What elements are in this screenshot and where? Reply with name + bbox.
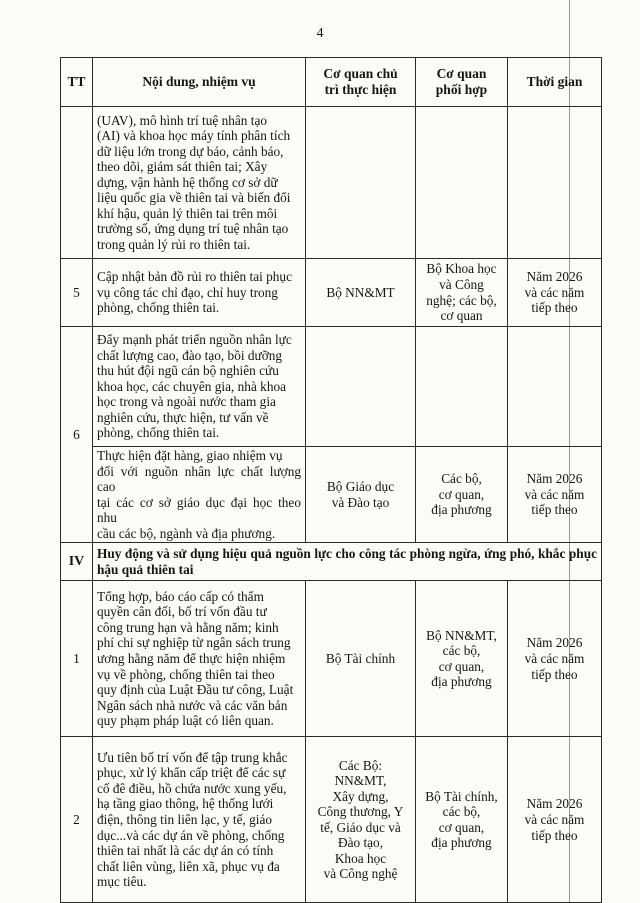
time-line: Năm 2026 — [526, 471, 583, 487]
time-line: Năm 2026 — [526, 635, 583, 651]
task-content — [93, 581, 306, 737]
header-coordinating-agency — [416, 58, 508, 107]
table-row — [61, 327, 602, 447]
lead-line: Bộ NN&MT — [326, 284, 395, 300]
coordinate-line: cơ quan, — [438, 658, 485, 674]
coordinate-line: địa phương — [431, 502, 492, 518]
content-line: quy phạm pháp luật có liên quan. — [97, 713, 274, 729]
lead-agency — [306, 737, 416, 903]
time-line: và các năm — [524, 486, 585, 502]
content-line: Ưu tiên bố trí vốn để tập trung khắc — [97, 749, 288, 765]
coordinate-line: địa phương — [431, 674, 492, 690]
header-content: Nội dung, nhiệm vụ — [93, 58, 306, 107]
content-line: phục, xử lý khẩn cấp triệt để các sự — [97, 765, 286, 781]
coordinate-line: các bộ, — [442, 804, 481, 820]
lead-line: và Đào tạo — [331, 494, 390, 510]
time-frame — [508, 447, 602, 543]
content-line: vụ về phòng, chống thiên tai theo — [97, 666, 275, 682]
lead-agency — [306, 447, 416, 543]
coordinate-line: cơ quan — [440, 308, 483, 324]
time-line: tiếp theo — [531, 300, 578, 316]
coordinate-line: cơ quan, — [438, 486, 485, 502]
table-row — [61, 447, 602, 543]
coordinate-line: và Công — [439, 276, 484, 292]
content-line: phòng, chống thiên tai. — [97, 425, 220, 441]
content-line: dữ liệu lớn trong dự báo, cảnh báo, — [97, 143, 284, 159]
section-number: IV — [61, 543, 93, 581]
content-line: cầu các bộ, ngành và địa phương. — [97, 525, 276, 541]
content-line: theo dõi, giám sát thiên tai; Xây — [97, 159, 268, 175]
header-lead-line: trì thực hiện — [324, 82, 397, 97]
table-row — [61, 737, 602, 903]
lead-agency — [306, 259, 416, 327]
table-row — [61, 107, 602, 259]
content-line: Thực hiện đặt hàng, giao nhiệm vụ — [97, 448, 283, 463]
lead-line: Bộ Giáo dục — [326, 479, 395, 495]
task-content — [93, 447, 306, 543]
time-line: Năm 2026 — [526, 269, 583, 285]
row-number — [61, 107, 93, 259]
task-content — [93, 107, 306, 259]
lead-agency — [306, 581, 416, 737]
content-line: dựng, vận hành hệ thống cơ sở dữ — [97, 174, 278, 190]
coordinate-line: Bộ NN&MT, — [426, 627, 497, 643]
time-line: và các năm — [524, 812, 585, 827]
coordinating-agency — [416, 581, 508, 737]
coordinate-line: Các bộ, — [441, 471, 482, 487]
time-line: tiếp theo — [531, 827, 578, 843]
lead-line: Các Bộ: — [338, 757, 383, 773]
lead-line: và Công nghệ — [323, 866, 398, 882]
coordinating-agency — [416, 107, 508, 259]
content-line: dục...và các dự án về phòng, chống — [97, 827, 285, 843]
row-number: 6 — [61, 327, 93, 543]
content-line: Tổng hợp, báo cáo cấp có thẩm — [97, 588, 264, 604]
page-number: 4 — [316, 26, 324, 41]
content-line: mục tiêu. — [97, 874, 147, 890]
content-line: trường số, ứng dụng trí tuệ nhân tạo — [97, 221, 289, 237]
lead-line: tế, Giáo dục và — [320, 819, 401, 835]
table-row — [61, 581, 602, 737]
row-number: 2 — [61, 737, 93, 903]
table-row — [61, 259, 602, 327]
time-line: Năm 2026 — [526, 796, 583, 812]
content-line: chất liên vùng, liên xã, phục vụ đa — [97, 858, 280, 874]
lead-line: NN&MT, — [334, 773, 387, 789]
task-content — [93, 327, 306, 447]
task-table — [60, 57, 602, 903]
content-line: trong quản lý rủi ro thiên tai. — [97, 236, 251, 252]
content-line: hạ tầng giao thông, hệ thống lưới — [97, 796, 274, 812]
task-content — [93, 737, 306, 903]
coordinating-agency — [416, 737, 508, 903]
coordinating-agency — [416, 447, 508, 543]
lead-line: Bộ Tài chính — [325, 651, 396, 666]
coordinate-line: nghệ; các bộ, — [426, 292, 497, 308]
row-number: 5 — [61, 259, 93, 327]
time-frame — [508, 107, 602, 259]
content-line: học trong và ngoài nước tham gia — [97, 394, 276, 410]
task-content — [93, 259, 306, 327]
content-line: ương hằng năm để thực hiện nhiệm — [97, 651, 286, 666]
time-line: tiếp theo — [531, 502, 578, 518]
time-frame — [508, 259, 602, 327]
content-line: Cập nhật bản đồ rủi ro thiên tai phục — [97, 269, 292, 285]
header-coordinate-line: phối hợp — [435, 82, 488, 97]
time-line: và các năm — [524, 284, 585, 300]
lead-agency — [306, 107, 416, 259]
header-tt: TT — [61, 58, 93, 107]
content-line: điện, thông tin liên lạc, y tế, giáo — [97, 812, 273, 827]
time-line: và các năm — [524, 651, 585, 666]
coordinate-line: cơ quan, — [438, 819, 485, 835]
content-line: khoa học, các chuyên gia, nhà khoa — [97, 378, 287, 394]
section-title: Huy động và sử dụng hiệu quả nguồn lực cho công tác phòng ngừa, ứng phó, khắc phục hậu quả thiên tai — [93, 543, 602, 581]
lead-agency — [306, 327, 416, 447]
header-time: Thời gian — [508, 58, 602, 107]
time-frame — [508, 327, 602, 447]
header-lead-agency — [306, 58, 416, 107]
content-line: công trung hạn và hằng năm; kinh — [97, 619, 279, 635]
content-line: thiên tai nhất là các dự án có tính — [97, 843, 274, 859]
content-line: Ngân sách nhà nước và các văn bản — [97, 697, 288, 713]
content-line: Đẩy mạnh phát triển nguồn nhân lực — [97, 332, 292, 348]
coordinate-line: Bộ Tài chính, — [425, 788, 498, 804]
content-line: đối với nguồn nhân lực chất lượng cao — [97, 463, 301, 495]
table-header-row — [61, 58, 602, 107]
content-line: quyền cân đối, bố trí vốn đầu tư — [97, 604, 267, 620]
content-line: nghiên cứu, thực hiện, tư vấn về — [97, 409, 269, 425]
lead-line: Khoa học — [334, 850, 387, 866]
content-line: liệu quốc gia về thiên tai và biến đổi — [97, 190, 291, 206]
content-line: cố đê điều, hồ chứa nước xung yếu, — [97, 780, 287, 796]
content-line: chất lượng cao, đào tạo, bồi dưỡng — [97, 347, 283, 363]
coordinate-line: Bộ Khoa học — [426, 261, 497, 277]
lead-line: Đào tạo, — [337, 835, 384, 851]
time-line: tiếp theo — [531, 666, 578, 682]
content-line: thu hút đội ngũ cán bộ nghiên cứu — [97, 363, 279, 379]
content-line: (AI) và khoa học máy tính phân tích — [97, 128, 291, 144]
time-frame — [508, 737, 602, 903]
coordinate-line: địa phương — [431, 835, 492, 851]
header-coordinate-line: Cơ quan — [436, 66, 487, 82]
content-line: phí chi sự nghiệp từ ngân sách trung — [97, 635, 291, 651]
lead-line: Công thương, Y — [317, 804, 404, 820]
content-line: phòng, chống thiên tai. — [97, 300, 220, 316]
row-number: 1 — [61, 581, 93, 737]
content-line: (UAV), mô hình trí tuệ nhân tạo — [97, 112, 268, 128]
content-line: khí hậu, quản lý thiên tai trên môi — [97, 205, 278, 221]
section-row — [61, 543, 602, 581]
lead-line: Xây dựng, — [332, 788, 389, 804]
coordinate-line: các bộ, — [442, 643, 481, 659]
header-lead-line: Cơ quan chủ — [323, 66, 398, 82]
content-line: quy định của Luật Đầu tư công, Luật — [97, 682, 294, 698]
coordinating-agency — [416, 327, 508, 447]
coordinating-agency — [416, 259, 508, 327]
content-line: vụ công tác chỉ đạo, chỉ huy trong — [97, 284, 278, 300]
content-line: tại các cơ sở giáo dục đại học theo nhu — [97, 494, 301, 526]
time-frame — [508, 581, 602, 737]
